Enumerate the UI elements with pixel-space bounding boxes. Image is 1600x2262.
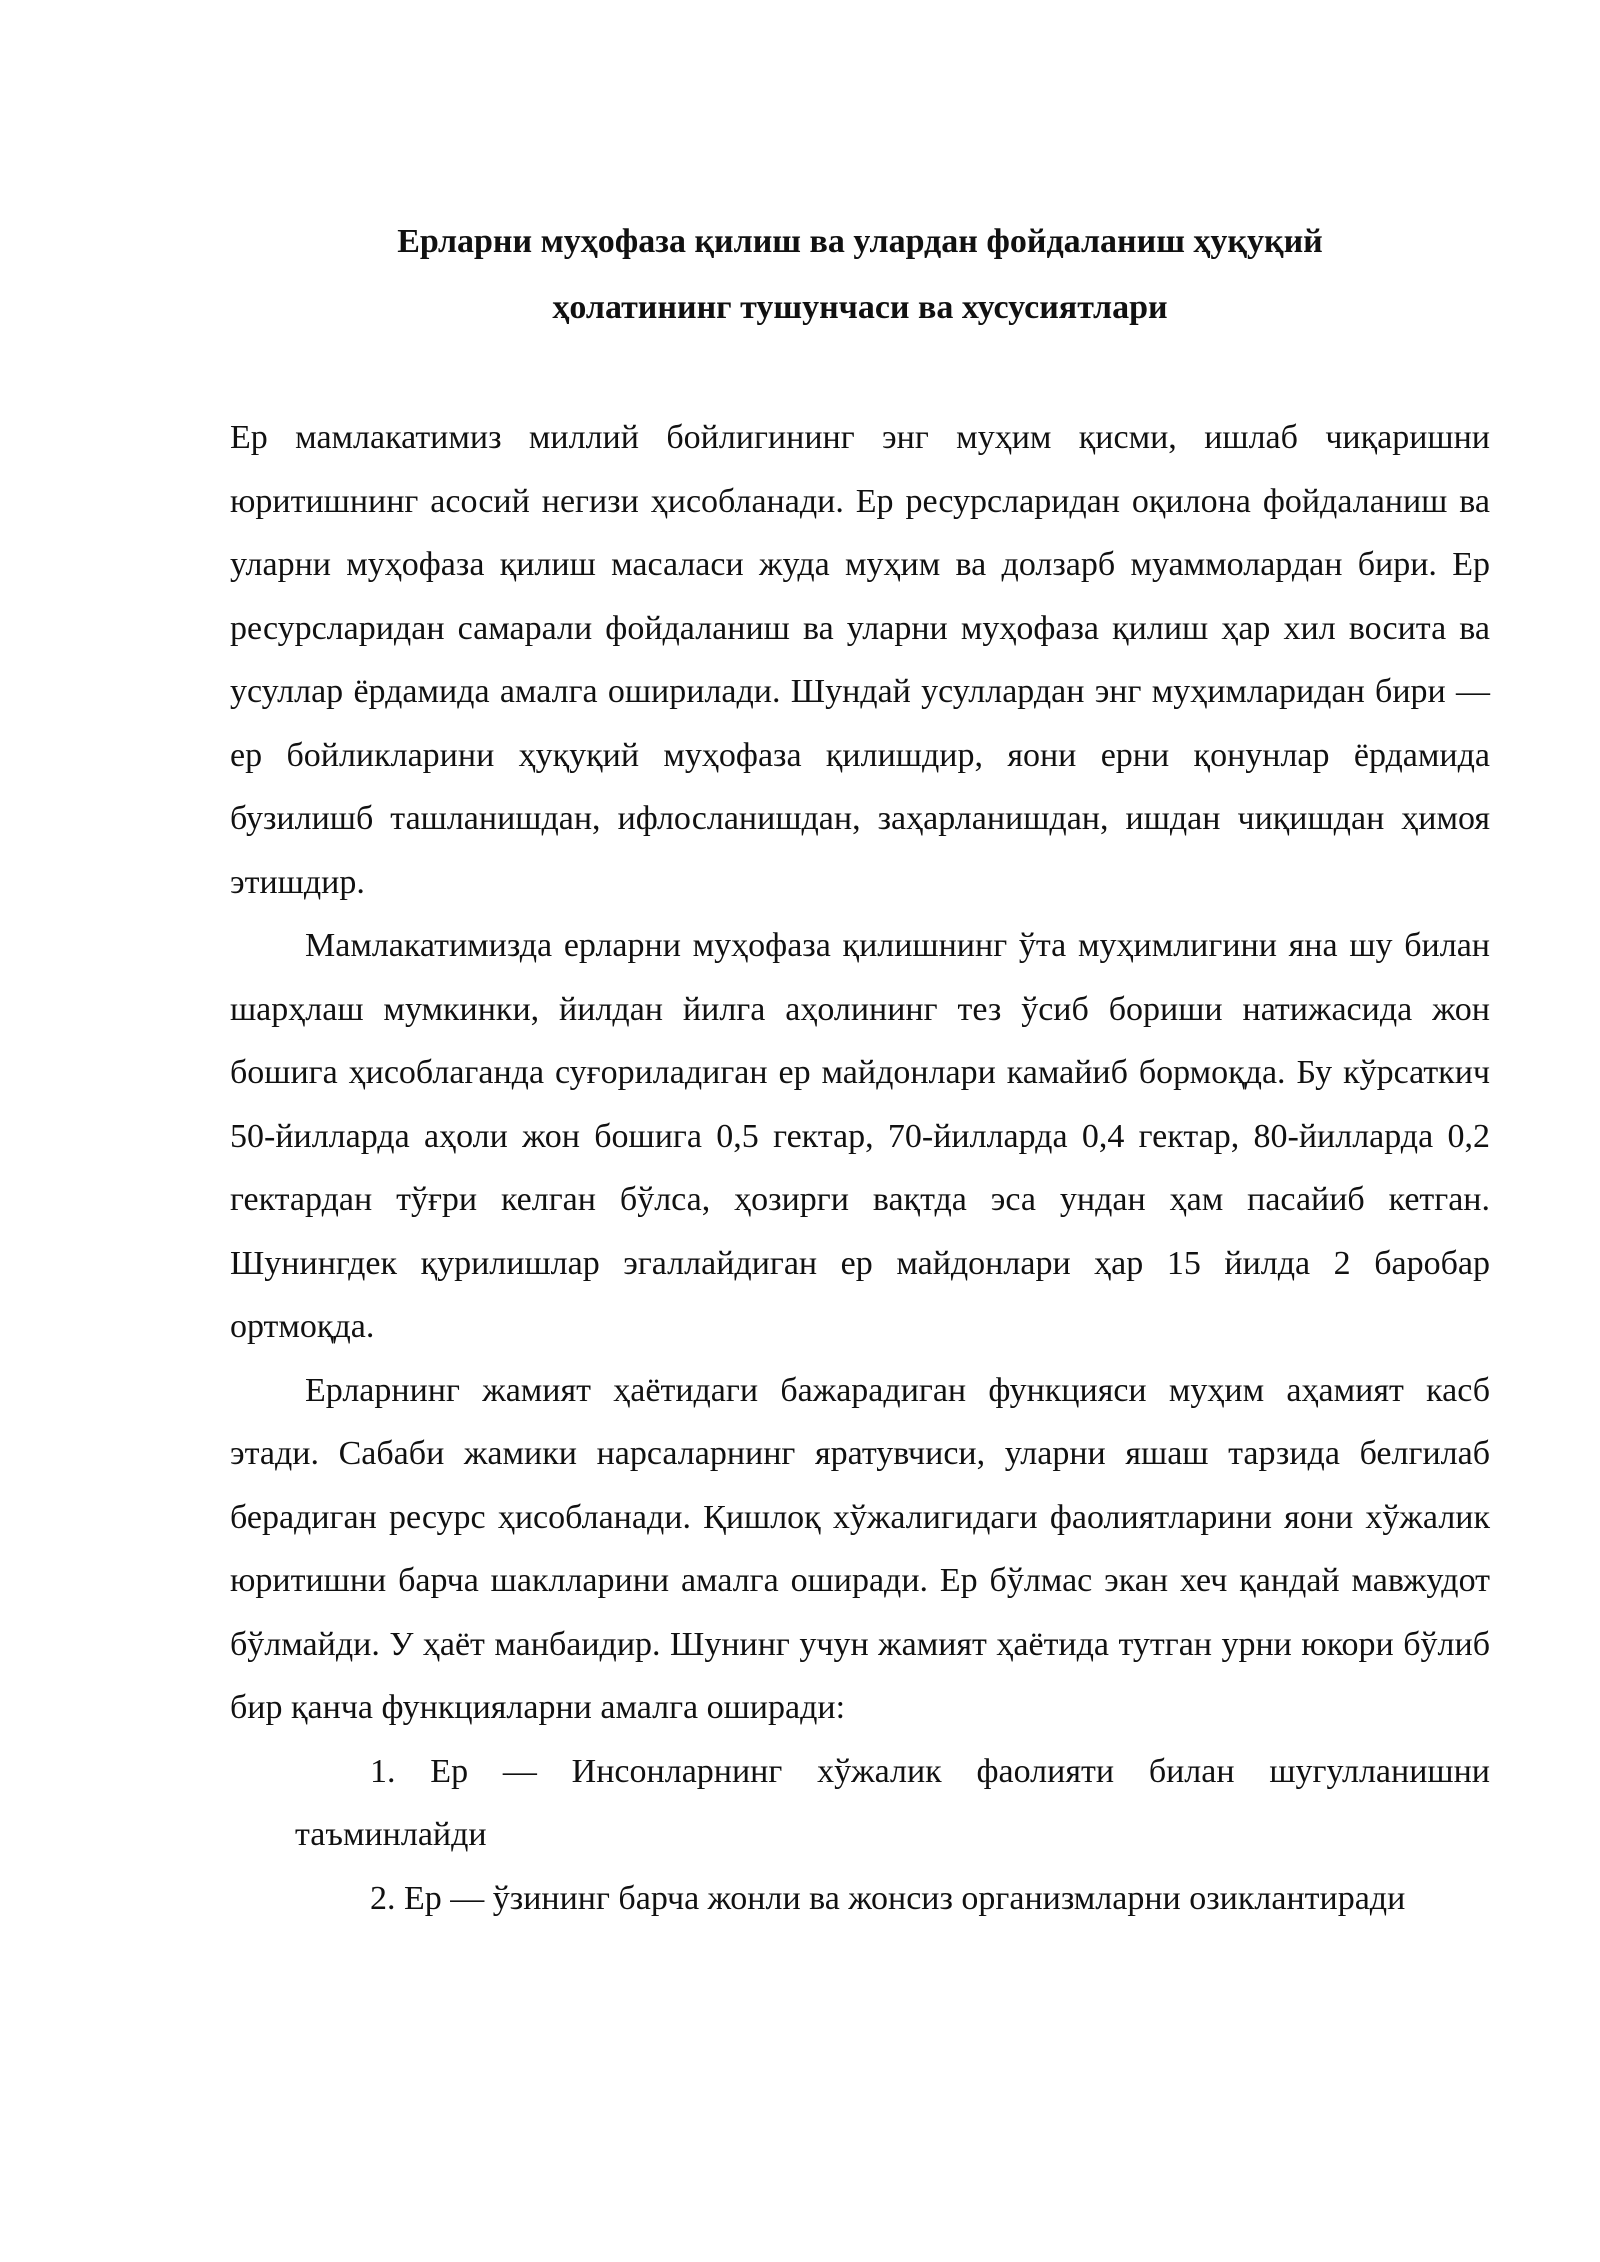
list-item: 2. Ер — ўзининг барча жонли ва жонсиз организмларни озиклантиради [370, 1879, 1406, 1917]
document-title-line-1: Ерларни муҳофаза қилиш ва улардан фойдаланиш ҳуқуқий [397, 223, 1323, 260]
paragraph-3: Ерларнинг жамият ҳаётидаги бажарадиган функцияси муҳим аҳамият касб этади. Сабаби жамики нарсаларнинг яратувчиси, уларни яшаш тарзида белгилаб берадиган ресурс ҳисобланади. Қишлоқ хўжалигидаги фаолиятларини яони хўжалик юритишни барча шаклларини амалга оширади. Ер бўлмас экан хеч қандай мавжудот бўлмайди. У ҳаёт манбаидир. Шунинг учун жамият ҳаётида тутган урни юкори бўлиб бир қанча функцияларни амалга оширади: [230, 1371, 1490, 1726]
paragraph-1: Ер мамлакатимиз миллий бойлигининг энг муҳим қисми, ишлаб чиқаришни юритишнинг асосий негизи ҳисобланади. Ер ресурсларидан оқилона фойдаланиш ва уларни муҳофаза қилиш масаласи жуда муҳим ва долзарб муаммолардан бири. Ер ресурсларидан самарали фойдаланиш ва уларни муҳофаза қилиш ҳар хил восита ва усуллар ёрдамида амалга оширилади. Шундай усуллардан энг муҳимларидан бири — ер бойликларини ҳуқуқий муҳофаза қилишдир, яони ерни қонунлар ёрдамида бузилишб ташланишдан, ифлосланишдан, заҳарланишдан, ишдан чиқишдан ҳимоя этишдир. [230, 419, 1490, 901]
list-item: 1. Ер — Инсонларнинг хўжалик фаолияти билан шугулланишни таъминлайди [295, 1752, 1490, 1853]
function-list [230, 1740, 1490, 1931]
document-body [230, 406, 1490, 1930]
document-title-line-2: ҳолатининг тушунчаси ва хусусиятлари [552, 289, 1168, 326]
paragraph-2: Мамлакатимизда ерларни муҳофаза қилишнинг ўта муҳимлигини яна шу билан шарҳлаш мумкинки, йилдан йилга аҳолининг тез ўсиб бориши натижасида жон бошига ҳисоблаганда суғориладиган ер майдонлари камайиб бормоқда. Бу кўрсаткич 50-йилларда аҳоли жон бошига 0,5 гектар, 70-йилларда 0,4 гектар, 80-йилларда 0,2 гектардан тўғри келган бўлса, ҳозирги вақтда эса ундан ҳам пасайиб кетган. Шунингдек қурилишлар эгаллайдиган ер майдонлари ҳар 15 йилда 2 баробар ортмоқда. [230, 927, 1490, 1345]
